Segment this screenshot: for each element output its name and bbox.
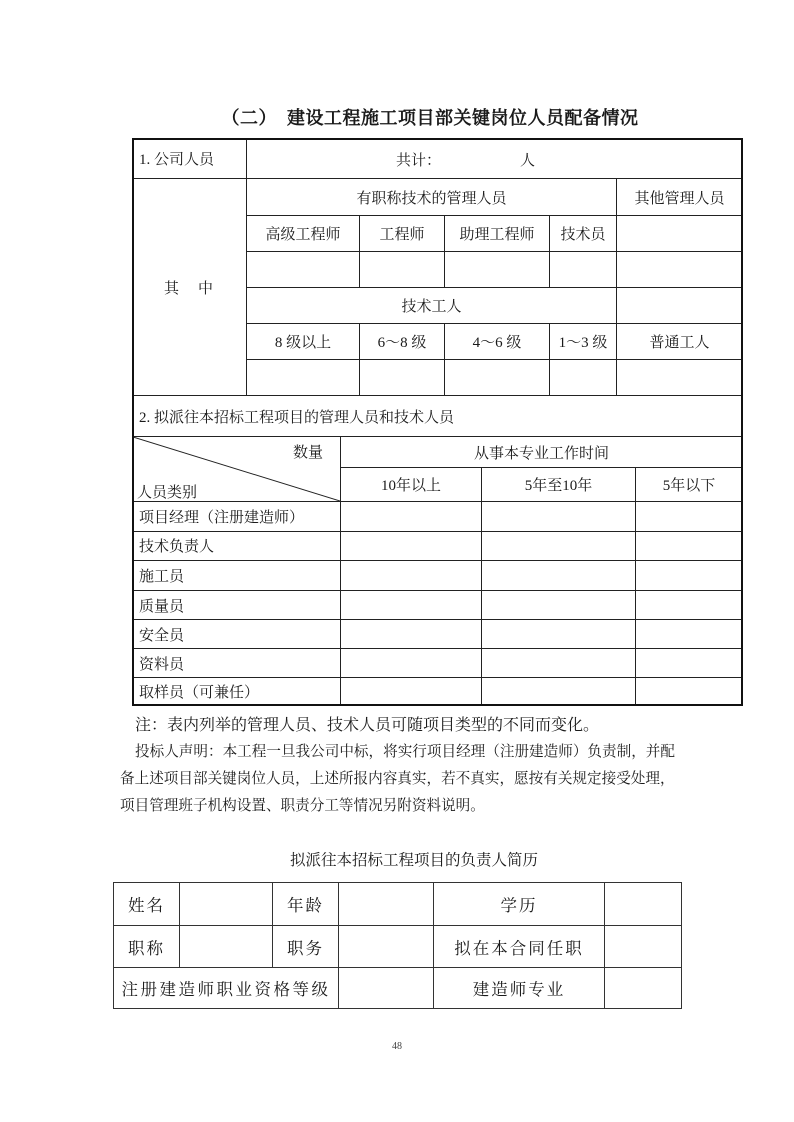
company-staff-label: 1. 公司人员 bbox=[132, 138, 247, 179]
grade-4-6: 4～6 级 bbox=[444, 323, 550, 360]
empty-cell bbox=[444, 251, 550, 288]
registration-level-label: 注册建造师职业资格等级 bbox=[113, 967, 339, 1009]
bidder-declaration-line: 投标人声明：本工程一旦我公司中标，将实行项目经理（注册建造师）负责制，并配 bbox=[135, 744, 675, 760]
row-label: 技术负责人 bbox=[132, 531, 341, 561]
row-label: 安全员 bbox=[132, 619, 341, 649]
empty-cell bbox=[359, 359, 445, 396]
diag-quantity-label: 数量 bbox=[293, 445, 324, 461]
section2-label: 2. 拟派往本招标工程项目的管理人员和技术人员 bbox=[132, 395, 743, 437]
empty-cell bbox=[616, 287, 743, 324]
education-label: 学历 bbox=[433, 882, 605, 926]
grade-8-plus: 8 级以上 bbox=[246, 323, 360, 360]
among-label: 其 中 bbox=[132, 178, 247, 396]
col-under-5-years: 5年以下 bbox=[635, 467, 743, 502]
empty-cell bbox=[635, 590, 743, 620]
grade-1-3: 1～3 级 bbox=[549, 323, 617, 360]
diagonal-header-cell bbox=[132, 436, 341, 502]
diag-category-label: 人员类别 bbox=[137, 485, 198, 501]
empty-cell bbox=[481, 619, 636, 649]
name-value bbox=[179, 882, 273, 926]
empty-cell bbox=[635, 501, 743, 532]
work-time-header: 从事本专业工作时间 bbox=[340, 436, 743, 468]
row-label: 项目经理（注册建造师） bbox=[132, 501, 341, 532]
page-title: （二） 建设工程施工项目部关键岗位人员配备情况 bbox=[221, 108, 639, 128]
empty-cell bbox=[340, 619, 482, 649]
total-label: 共计： bbox=[396, 153, 442, 169]
empty-cell bbox=[340, 531, 482, 561]
tech-workers-header: 技术工人 bbox=[246, 287, 617, 324]
name-label: 姓名 bbox=[113, 882, 180, 926]
page-number: 48 bbox=[392, 1041, 402, 1052]
bidder-declaration-line: 备上述项目部关键岗位人员，上述所报内容真实，若不真实，愿按有关规定接受处理， bbox=[120, 771, 675, 787]
ordinary-workers-header: 普通工人 bbox=[616, 323, 743, 360]
empty-cell bbox=[635, 648, 743, 678]
empty-cell bbox=[481, 560, 636, 591]
empty-cell bbox=[340, 560, 482, 591]
empty-cell bbox=[340, 677, 482, 706]
empty-cell bbox=[340, 648, 482, 678]
row-label: 资料员 bbox=[132, 648, 341, 678]
col-5-10-years: 5年至10年 bbox=[481, 467, 636, 502]
row-label: 质量员 bbox=[132, 590, 341, 620]
table-note: 注：表内列举的管理人员、技术人员可随项目类型的不同而变化。 bbox=[135, 717, 600, 734]
specialty-value bbox=[604, 967, 682, 1009]
other-management-header: 其他管理人员 bbox=[616, 178, 743, 216]
education-value bbox=[604, 882, 682, 926]
empty-cell bbox=[616, 215, 743, 252]
age-label: 年龄 bbox=[272, 882, 339, 926]
titled-management-header: 有职称技术的管理人员 bbox=[246, 178, 617, 216]
age-value bbox=[338, 882, 434, 926]
resume-title: 拟派往本招标工程项目的负责人简历 bbox=[290, 852, 539, 869]
empty-cell bbox=[635, 560, 743, 591]
empty-cell bbox=[444, 359, 550, 396]
empty-cell bbox=[635, 619, 743, 649]
position-label: 职务 bbox=[272, 925, 339, 968]
empty-cell bbox=[616, 359, 743, 396]
empty-cell bbox=[635, 531, 743, 561]
registration-level-value bbox=[338, 967, 434, 1009]
company-staff-total-cell bbox=[246, 138, 743, 179]
row-label: 取样员（可兼任） bbox=[132, 677, 341, 706]
title-assistant-engineer: 助理工程师 bbox=[444, 215, 550, 252]
empty-cell bbox=[481, 531, 636, 561]
title-senior-engineer: 高级工程师 bbox=[246, 215, 360, 252]
professional-title-value bbox=[179, 925, 273, 968]
contract-role-label: 拟在本合同任职 bbox=[433, 925, 605, 968]
empty-cell bbox=[616, 251, 743, 288]
bidder-declaration-line: 项目管理班子机构设置、职责分工等情况另附资料说明。 bbox=[120, 798, 485, 814]
empty-cell bbox=[340, 501, 482, 532]
title-technician: 技术员 bbox=[549, 215, 617, 252]
empty-cell bbox=[549, 359, 617, 396]
empty-cell bbox=[549, 251, 617, 288]
empty-cell bbox=[359, 251, 445, 288]
row-label: 施工员 bbox=[132, 560, 341, 591]
contract-role-value bbox=[604, 925, 682, 968]
empty-cell bbox=[481, 677, 636, 706]
empty-cell bbox=[481, 590, 636, 620]
empty-cell bbox=[340, 590, 482, 620]
empty-cell bbox=[246, 251, 360, 288]
title-engineer: 工程师 bbox=[359, 215, 445, 252]
empty-cell bbox=[481, 648, 636, 678]
specialty-label: 建造师专业 bbox=[433, 967, 605, 1009]
empty-cell bbox=[246, 359, 360, 396]
position-value bbox=[338, 925, 434, 968]
col-10-plus-years: 10年以上 bbox=[340, 467, 482, 502]
total-unit: 人 bbox=[520, 153, 536, 169]
empty-cell bbox=[481, 501, 636, 532]
professional-title-label: 职称 bbox=[113, 925, 180, 968]
grade-6-8: 6～8 级 bbox=[359, 323, 445, 360]
empty-cell bbox=[635, 677, 743, 706]
